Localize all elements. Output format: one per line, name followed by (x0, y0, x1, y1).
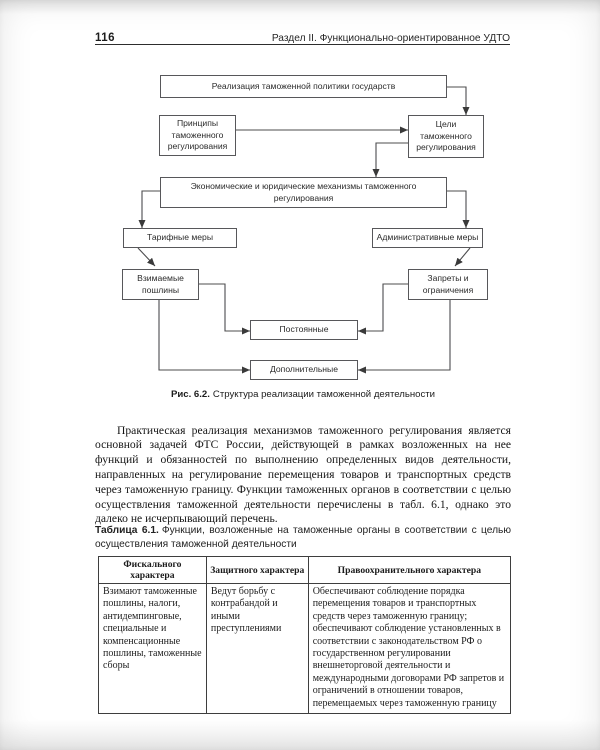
body-paragraph: Практическая реализация механизмов таможенного регулирования является основной задачей ФТС России, действующей в рамках возложенных на нее функций и обязанностей по выполнению определенных видов деятельности, направленных на регулирование перемещения товаров и транспортных средств через таможенную границу. Функции таможенных органов в соответствии с целью осуществления таможенной деятельности перечислены в табл. 6.1, однако это далеко не исчерпывающий перечень. (95, 423, 511, 526)
table-caption-label: Таблица 6.1. (95, 525, 159, 536)
functions-table (98, 556, 511, 714)
cell-law-enforcement: Обеспечивают соблюдение порядка перемещения товаров и транспортных средств через таможенную границу; обеспечивают соблюдение установленных в соответствии с законодательством РФ о государственном регулировании внешнеторговой деятельности и международными договорами РФ запретов и ограничений в отношении товаров, перемещаемых через таможенную границу (308, 584, 510, 714)
figure-caption-text: Структура реализации таможенной деятельности (212, 389, 436, 400)
col-header-law-enforcement: Правоохранительного характера (308, 557, 510, 584)
section-title: Раздел II. Функционально-ориентированное УДТО (271, 33, 510, 44)
flow-node-mechanisms: Экономические и юридические механизмы таможенного регулирования (160, 177, 447, 208)
cell-fiscal: Взимают таможенные пошлины, налоги, антидемпинговые, специальные и компенсационные пошлины, таможенные сборы (99, 584, 207, 714)
figure-caption (95, 389, 511, 400)
flow-node-principles: Принципы таможенного регулирования (159, 115, 236, 156)
col-header-fiscal: Фискального характера (99, 557, 207, 584)
flow-node-realization: Реализация таможенной политики государств (160, 75, 447, 98)
flow-node-prohibitions: Запреты и ограничения (408, 269, 488, 300)
flow-node-goals: Цели таможенного регулирования (408, 115, 484, 158)
cell-protective: Ведут борьбу с контрабандой и иными преступлениями (206, 584, 308, 714)
flow-node-permanent: Постоянные (250, 320, 358, 340)
flow-node-administrative-measures: Административные меры (372, 228, 483, 248)
table-caption (95, 524, 511, 552)
col-header-protective: Защитного характера (206, 557, 308, 584)
flow-node-collected-duties: Взимаемые пошлины (122, 269, 199, 300)
table-header-row (99, 557, 511, 584)
running-head (95, 27, 510, 45)
figure-caption-label: Рис. 6.2. (170, 389, 210, 400)
page-number: 116 (95, 32, 116, 44)
flow-node-additional: Дополнительные (250, 360, 358, 380)
table-row (99, 584, 511, 714)
flow-node-tariff-measures: Тарифные меры (123, 228, 237, 248)
table-caption-text: Функции, возложенные на таможенные органы в соответствии с целью осуществления таможенной деятельности (95, 525, 511, 550)
